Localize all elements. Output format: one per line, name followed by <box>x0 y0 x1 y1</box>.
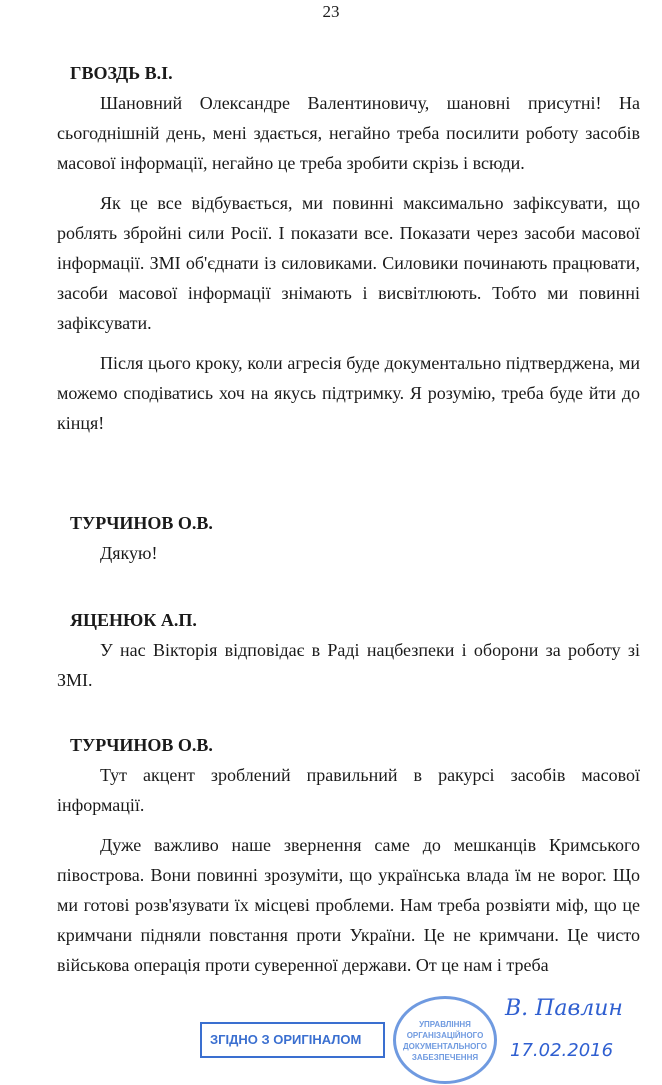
speaker-name: ТУРЧИНОВ О.В. <box>70 513 213 533</box>
certified-copy-stamp: ЗГІДНО З ОРИГІНАЛОМ <box>200 1022 385 1058</box>
paragraph: У нас Вікторія відповідає в Раді нацбезпеки і оборони за роботу зі ЗМІ. <box>57 640 640 690</box>
paragraph: Як це все відбувається, ми повинні максимально зафіксувати, що роблять збройні сили Росії. І показати все. Показати через засоби масової інформації. ЗМІ об'єднати із силовиками. Силовики починають працювати, засоби масової інформації знімають і висвітлюють. Тобто ми повинні зафіксувати. <box>57 193 640 333</box>
paragraph: Дуже важливо наше звернення саме до мешканців Кримського півострова. Вони повинні зрозуміти, що українська влада їм не ворог. Що ми готові розв'язувати їх місцеві проблеми. Нам треба розвіяти міф, що це кримчани підняли повстання проти України. Це не кримчани. Це чисто військова операція проти суверенної держави. От це нам і треба <box>57 835 640 975</box>
seal-text: УПРАВЛІННЯ ОРГАНІЗАЦІЙНОГО ДОКУМЕНТАЛЬНОГО ЗАБЕЗПЕЧЕННЯ <box>402 1020 488 1062</box>
official-seal <box>393 996 497 1084</box>
handwritten-signature: В. Павлин <box>505 996 623 1021</box>
speaker-name: ТУРЧИНОВ О.В. <box>70 735 213 755</box>
paragraph: Шановний Олександре Валентиновичу, шановні присутні! На сьогоднішній день, мені здається, негайно треба посилити роботу засобів масової інформації, негайно це треба зробити скрізь і всюди. <box>57 93 640 173</box>
paragraph: Дякую! <box>100 543 158 563</box>
speaker-name: ГВОЗДЬ В.І. <box>70 63 173 83</box>
speech-block <box>57 58 640 448</box>
speaker-name: ЯЦЕНЮК А.П. <box>70 610 197 630</box>
paragraph: Після цього кроку, коли агресія буде документально підтверджена, ми можемо сподіватись хоч на якусь підтримку. Я розумію, треба буде йти до кінця! <box>57 353 640 433</box>
signature-date: 17.02.2016 <box>510 1040 614 1061</box>
speech-block <box>57 508 640 578</box>
speech-block <box>57 730 640 990</box>
page-number: 23 <box>322 2 340 21</box>
speech-block <box>57 605 640 705</box>
paragraph: Тут акцент зроблений правильний в ракурсі засобів масової інформації. <box>57 765 640 815</box>
